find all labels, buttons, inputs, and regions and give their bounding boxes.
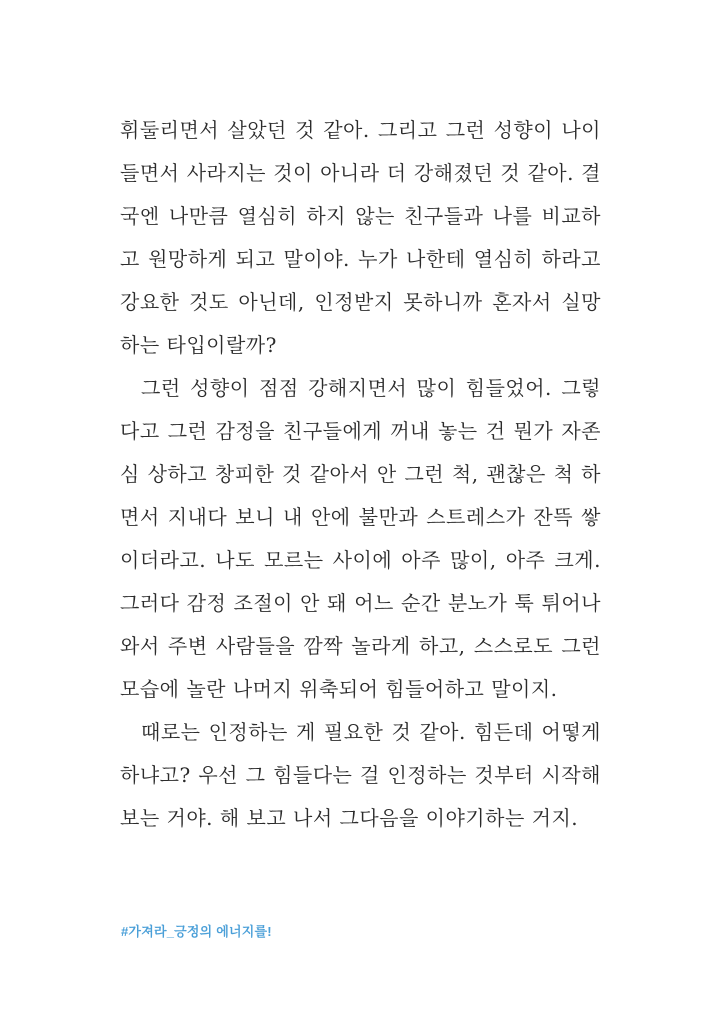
paragraph: 때로는 인정하는 게 필요한 것 같아. 힘든데 어떻게 하냐고? 우선 그 힘들다는 걸 인정하는 것부터 시작해 보는 거야. 해 보고 나서 그다음을 이야기하는 거지. [120,720,601,830]
body-text [120,109,601,840]
paragraph: 그런 성향이 점점 강해지면서 많이 힘들었어. 그렇다고 그런 감정을 친구들에게 꺼내 놓는 건 뭔가 자존심 상하고 창피한 것 같아서 안 그런 척, 괜찮은 척 하면서 지내다 보니 내 안에 불만과 스트레스가 잔뜩 쌓이더라고. 나도 모르는 사이에 아주 많이, 아주 크게. 그러다 감정 조절이 안 돼 어느 순간 분노가 툭 튀어나와서 주변 사람들을 깜짝 놀라게 하고, 스스로도 그런 모습에 놀란 나머지 위축되어 힘들어하고 말이지. [120,376,601,701]
footer-hashtag: #가져라_긍정의 에너지를! [121,924,272,939]
paragraph: 휘둘리면서 살았던 것 같아. 그리고 그런 성향이 나이 들면서 사라지는 것이 아니라 더 강해졌던 것 같아. 결국엔 나만큼 열심히 하지 않는 친구들과 나를 비교하고 원망하게 되고 말이야. 누가 나한테 열심히 하라고 강요한 것도 아닌데, 인정받지 못하니까 혼자서 실망하는 타입이랄까? [120,118,601,357]
